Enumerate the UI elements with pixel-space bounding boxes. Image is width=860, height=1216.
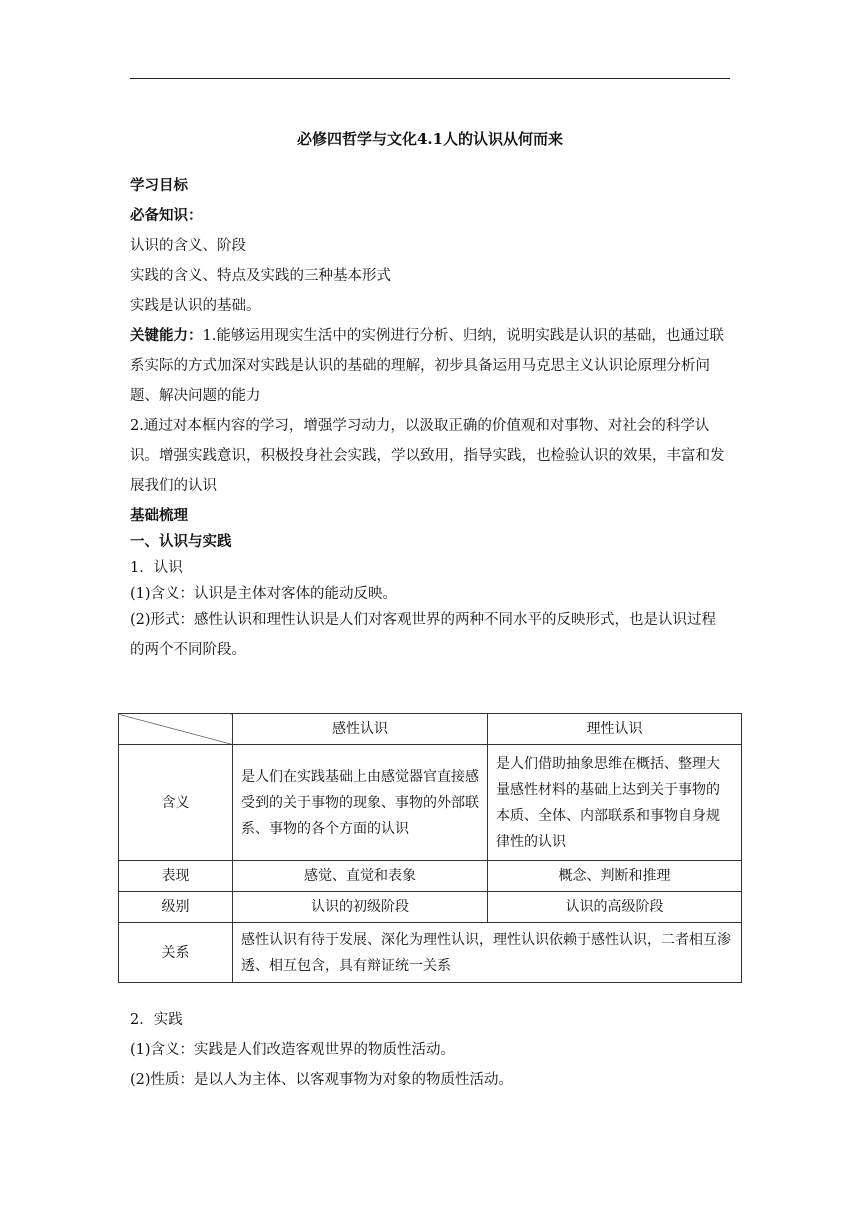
section1-heading: 一、认识与实践 [130, 533, 232, 550]
sub1-meaning: (1)含义：认识是主体对客体的能动反映。 [130, 586, 398, 602]
column-header-rational: 理性认识 [488, 714, 742, 745]
knowledge-item: 实践是认识的基础。 [130, 298, 261, 314]
ability-paragraph-2: 2.通过对本框内容的学习，增强学习动力，以汲取正确的价值观和对事物、对社会的科学认识。增强实践意识，积极投身社会实践，学以致用，指导实践，也检验认识的效果，丰富和发展我们的认识 [130, 418, 725, 494]
knowledge-item: 认识的含义、阶段 [130, 238, 246, 254]
sub2-heading: 2．实践 [130, 1012, 183, 1028]
table-cell: 认识的高级阶段 [488, 892, 742, 923]
row-label: 含义 [119, 745, 233, 861]
table-header-row [119, 714, 742, 745]
table-cell: 概念、判断和推理 [488, 861, 742, 892]
table-corner-cell [119, 714, 233, 745]
cognition-comparison-table [118, 713, 742, 983]
row-label: 关系 [119, 923, 233, 983]
column-header-sensory: 感性认识 [233, 714, 488, 745]
table-cell: 感觉、直觉和表象 [233, 861, 488, 892]
table-row [119, 745, 742, 861]
document-body [130, 128, 730, 665]
ability-paragraph [130, 321, 730, 411]
header-rule [130, 78, 730, 79]
table-row [119, 923, 742, 983]
sub2-meaning: (1)含义：实践是人们改造客观世界的物质性活动。 [130, 1042, 456, 1058]
practice-section [130, 1005, 730, 1095]
sub1-form: (2)形式：感性认识和理性认识是人们对客观世界的两种不同水平的反映形式，也是认识过程的两个不同阶段。 [130, 612, 717, 658]
sub2-nature: (2)性质：是以人为主体、以客观事物为对象的物质性活动。 [130, 1072, 514, 1088]
table-row [119, 861, 742, 892]
row-label: 级别 [119, 892, 233, 923]
document-title: 必修四哲学与文化4.1人的认识从何而来 [296, 130, 564, 148]
basics-heading: 基础梳理 [130, 507, 188, 524]
knowledge-heading: 必备知识： [130, 207, 203, 224]
table-merged-cell: 感性认识有待于发展、深化为理性认识，理性认识依赖于感性认识，二者相互渗透、相互包含，具有辩证统一关系 [233, 923, 742, 983]
table-cell: 是人们借助抽象思维在概括、整理大量感性材料的基础上达到关于事物的本质、全体、内部联系和事物自身规律性的认识 [488, 745, 742, 861]
ability-label: 关键能力： [130, 327, 203, 344]
goals-heading: 学习目标 [130, 177, 188, 194]
knowledge-item: 实践的含义、特点及实践的三种基本形式 [130, 268, 391, 284]
table-row [119, 892, 742, 923]
table-cell: 认识的初级阶段 [233, 892, 488, 923]
table-cell: 是人们在实践基础上由感觉器官直接感受到的关于事物的现象、事物的外部联系、事物的各个方面的认识 [233, 745, 488, 861]
ability-text: 1.能够运用现实生活中的实例进行分析、归纳，说明实践是认识的基础，也通过联系实际的方式加深对实践是认识的基础的理解，初步具备运用马克思主义认识论原理分析问题、解决问题的能力 [130, 328, 724, 404]
sub1-heading: 1．认识 [130, 560, 183, 576]
row-label: 表现 [119, 861, 233, 892]
